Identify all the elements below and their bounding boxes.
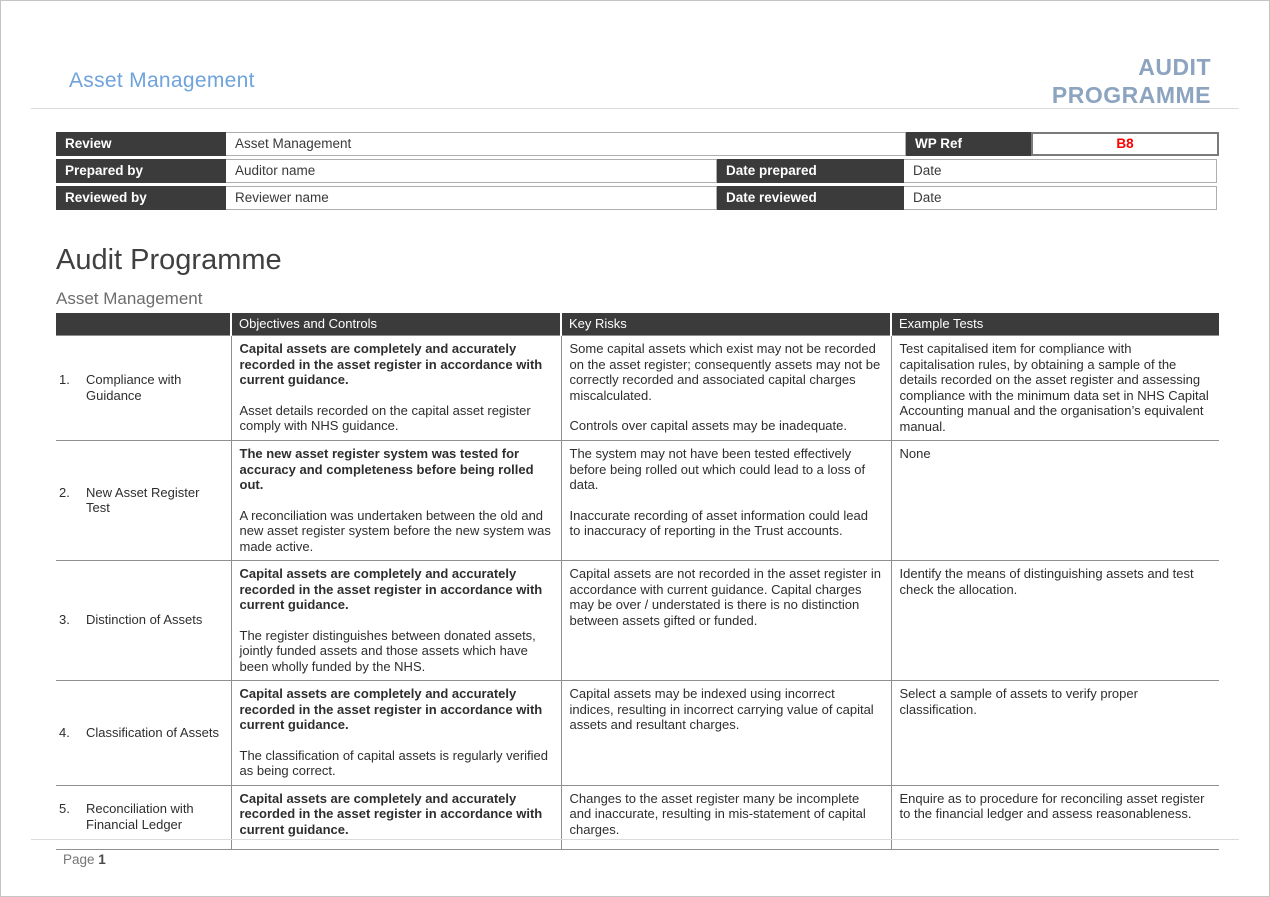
date-prepared-value: Date (904, 159, 1217, 183)
objective-bold: Capital assets are completely and accurately recorded in the asset register in accordance with current guidance. (239, 341, 543, 387)
reviewed-by-label: Reviewed by (56, 186, 226, 210)
review-value: Asset Management (226, 132, 906, 156)
table-header-row (56, 313, 1219, 336)
footer-divider (31, 839, 1239, 840)
key-risk: Some capital assets which exist may not be recorded on the asset register; consequently assets may not be correctly recorded and associated capital charges miscalculated. (569, 341, 881, 403)
row-title: Classification of Assets (86, 724, 219, 740)
objective-text: Asset details recorded on the capital asset register comply with NHS guidance. (239, 402, 531, 433)
date-reviewed-label: Date reviewed (717, 186, 904, 210)
corner-title-line1: AUDIT (1138, 54, 1211, 80)
row-number: 3. (59, 612, 70, 628)
row-number: 1. (59, 372, 70, 387)
page-title: Audit Programme (56, 244, 282, 276)
corner-title-line2: PROGRAMME (1051, 82, 1211, 108)
key-risk: Controls over capital assets may be inadequate. (569, 418, 847, 433)
page-footer (63, 852, 106, 867)
info-row-prepared (56, 159, 1219, 183)
document-type-label: Asset Management (69, 69, 255, 92)
example-test: Test capitalised item for compliance with capitalisation rules, by obtaining a sample of the details recorded on the asset register and assessing compliance with the minimum data set in NHS Capital Accounting manual and the organisation’s equivalent manual. (899, 341, 1209, 434)
example-test: Identify the means of distinguishing assets and test check the allocation. (899, 566, 1194, 597)
header-divider (31, 108, 1239, 109)
row-title: Reconciliation with Financial Ledger (86, 801, 194, 832)
prepared-by-value: Auditor name (226, 159, 717, 183)
column-header-example-tests: Example Tests (891, 313, 1219, 336)
prepared-by-label: Prepared by (56, 159, 226, 183)
row-title: Distinction of Assets (86, 612, 203, 628)
objective-bold: Capital assets are completely and accurately recorded in the asset register in accordance with current guidance. (239, 790, 543, 837)
footer-label: Page (63, 852, 95, 867)
table-row (56, 681, 1219, 786)
column-header-objectives: Objectives and Controls (231, 313, 561, 336)
row-number: 2. (59, 484, 70, 500)
reviewed-by-value: Reviewer name (226, 186, 717, 210)
audit-programme-table (56, 313, 1219, 850)
wp-ref-label: WP Ref (906, 132, 1031, 156)
key-risk: Capital assets may be indexed using incorrect indices, resulting in incorrect carrying value of capital assets and resultant charges. (569, 686, 874, 732)
key-risk: Capital assets are not recorded in the asset register in accordance with current guidance. Capital charges may be over / understated is there is no distinction between assets gifted or funded. (569, 566, 881, 628)
objective-text: A reconciliation was undertaken between the old and new asset register system before the new system was made active. (239, 507, 551, 554)
objective-bold: Capital assets are completely and accurately recorded in the asset register in accordance with current guidance. (239, 686, 543, 732)
table-row (56, 336, 1219, 441)
example-test: Select a sample of assets to verify proper classification. (899, 686, 1138, 717)
row-number: 4. (59, 724, 70, 740)
row-title: Compliance with Guidance (86, 372, 182, 403)
row-number: 5. (59, 801, 70, 816)
table-row (56, 441, 1219, 561)
objective-text: The classification of capital assets is regularly verified as being correct. (239, 747, 549, 778)
footer-page-number: 1 (98, 852, 106, 867)
objective-bold: The new asset register system was tested for accuracy and completeness before being rolled out. (239, 446, 534, 492)
example-test: Enquire as to procedure for reconciling asset register to the financial ledger and assess reasonableness. (899, 790, 1205, 821)
info-row-review (56, 132, 1219, 156)
objective-text: The register distinguishes between donated assets, jointly funded assets and those assets which have been wholly funded by the NHS. (239, 627, 536, 674)
column-header-key-risks: Key Risks (561, 313, 891, 336)
example-test: None (899, 446, 931, 461)
review-info-table (56, 132, 1219, 213)
page-subtitle: Asset Management (56, 289, 203, 308)
key-risk: The system may not have been tested effectively before being rolled out which could lead to a loss of data. (569, 446, 866, 492)
objective-bold: Capital assets are completely and accurately recorded in the asset register in accordance with current guidance. (239, 566, 543, 612)
row-title: New Asset Register Test (86, 484, 200, 515)
date-prepared-label: Date prepared (717, 159, 904, 183)
date-reviewed-value: Date (904, 186, 1217, 210)
wp-ref-value: B8 (1031, 132, 1219, 156)
review-label: Review (56, 132, 226, 156)
corner-title (1052, 53, 1211, 109)
column-header-blank (56, 313, 231, 336)
key-risk: Inaccurate recording of asset information could lead to inaccuracy of reporting in the Trust accounts. (569, 507, 868, 538)
key-risk: Changes to the asset register many be incomplete and inaccurate, resulting in mis-statement of capital charges. (569, 790, 866, 837)
info-row-reviewed (56, 186, 1219, 210)
table-row (56, 561, 1219, 681)
